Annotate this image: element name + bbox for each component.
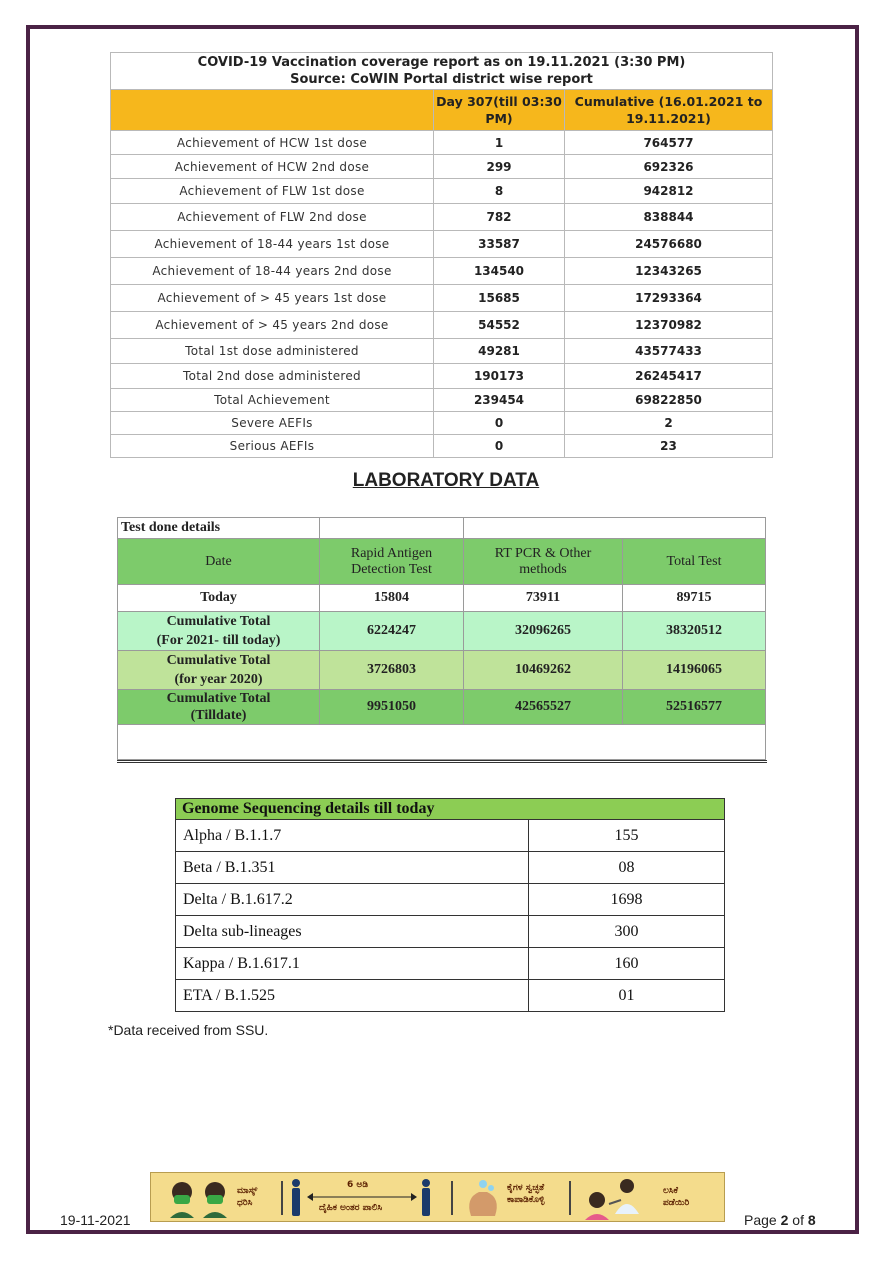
vaccination-row-label: Achievement of 18-44 years 2nd dose bbox=[111, 258, 434, 285]
footer-date: 19-11-2021 bbox=[60, 1212, 131, 1228]
hand-wash-icon bbox=[461, 1176, 505, 1220]
vaccination-row bbox=[111, 364, 773, 389]
vaccination-row-day: 299 bbox=[434, 155, 565, 179]
vaccination-row-day: 49281 bbox=[434, 339, 565, 364]
vaccination-row bbox=[111, 412, 773, 435]
laboratory-cell-rtpcr: 10469262 bbox=[464, 651, 623, 690]
vaccination-row-cumulative: 24576680 bbox=[565, 231, 773, 258]
banner-divider bbox=[569, 1181, 571, 1215]
genome-row bbox=[176, 948, 725, 980]
vaccination-body bbox=[111, 131, 773, 458]
laboratory-row-2020 bbox=[118, 651, 766, 690]
genome-variant-name: Delta sub-lineages bbox=[176, 916, 529, 948]
laboratory-header-rat-line1: Rapid Antigen bbox=[350, 545, 433, 561]
laboratory-header-row bbox=[118, 539, 766, 585]
vaccination-row bbox=[111, 389, 773, 412]
vaccination-row bbox=[111, 155, 773, 179]
genome-row bbox=[176, 820, 725, 852]
laboratory-row-label bbox=[118, 690, 320, 725]
laboratory-header-rtpcr-line2: methods bbox=[519, 561, 567, 577]
laboratory-heading: LABORATORY DATA bbox=[352, 470, 540, 491]
vaccination-row-day: 0 bbox=[434, 435, 565, 458]
laboratory-row-label: Today bbox=[118, 585, 320, 612]
banner-divider bbox=[281, 1181, 283, 1215]
vaccination-row-cumulative: 764577 bbox=[565, 131, 773, 155]
laboratory-row-tilldate bbox=[118, 690, 766, 725]
vaccination-row bbox=[111, 204, 773, 231]
laboratory-header-date: Date bbox=[118, 539, 320, 585]
laboratory-caption-empty-2 bbox=[464, 518, 766, 539]
banner-hands-text: ಕೈಗಳ ಸ್ವಚ್ಛತೆ ಕಾಪಾಡಿಕೊಳ್ಳಿ bbox=[507, 1183, 545, 1205]
vaccination-header-empty bbox=[111, 90, 434, 131]
laboratory-cell-total: 38320512 bbox=[623, 612, 766, 651]
genome-variant-count: 08 bbox=[529, 852, 725, 884]
genome-row bbox=[176, 884, 725, 916]
vaccination-row-cumulative: 23 bbox=[565, 435, 773, 458]
vaccination-row bbox=[111, 258, 773, 285]
genome-variant-name: Kappa / B.1.617.1 bbox=[176, 948, 529, 980]
laboratory-row-label-line1: Cumulative Total bbox=[166, 614, 271, 629]
laboratory-cell-total: 89715 bbox=[623, 585, 766, 612]
genome-variant-name: Beta / B.1.351 bbox=[176, 852, 529, 884]
laboratory-cell-rtpcr: 32096265 bbox=[464, 612, 623, 651]
vaccination-row-cumulative: 2 bbox=[565, 412, 773, 435]
genome-variant-count: 300 bbox=[529, 916, 725, 948]
vaccination-row-day: 239454 bbox=[434, 389, 565, 412]
vaccination-title-line2: Source: CoWIN Portal district wise report bbox=[290, 72, 593, 87]
laboratory-caption-row bbox=[118, 518, 766, 539]
vaccination-row-cumulative: 12370982 bbox=[565, 312, 773, 339]
vaccination-row-cumulative: 43577433 bbox=[565, 339, 773, 364]
genome-table bbox=[175, 798, 725, 1012]
laboratory-caption-empty-1 bbox=[320, 518, 464, 539]
vaccination-row bbox=[111, 131, 773, 155]
footer-page-current: 2 bbox=[780, 1212, 789, 1228]
genome-variant-name: ETA / B.1.525 bbox=[176, 980, 529, 1012]
laboratory-header-rat bbox=[320, 539, 464, 585]
vaccination-row bbox=[111, 285, 773, 312]
vaccination-row-label: Severe AEFIs bbox=[111, 412, 434, 435]
vaccination-row bbox=[111, 312, 773, 339]
vaccination-table bbox=[110, 52, 773, 458]
laboratory-row-label-line1: Cumulative Total bbox=[166, 691, 271, 706]
vaccination-row-label: Achievement of > 45 years 1st dose bbox=[111, 285, 434, 312]
genome-header: Genome Sequencing details till today bbox=[176, 799, 725, 820]
footer-page-number bbox=[744, 1212, 816, 1228]
vaccination-row-label: Achievement of FLW 1st dose bbox=[111, 179, 434, 204]
laboratory-cell-rat: 15804 bbox=[320, 585, 464, 612]
vaccination-row-label: Achievement of > 45 years 2nd dose bbox=[111, 312, 434, 339]
laboratory-row-2021 bbox=[118, 612, 766, 651]
vaccination-row bbox=[111, 339, 773, 364]
vaccination-title-line1: COVID-19 Vaccination coverage report as on 19.11.2021 (3:30 PM) bbox=[197, 55, 686, 70]
vaccination-row-label: Serious AEFIs bbox=[111, 435, 434, 458]
laboratory-header-total: Total Test bbox=[623, 539, 766, 585]
vaccination-row-day: 782 bbox=[434, 204, 565, 231]
person-left-icon bbox=[289, 1178, 303, 1218]
vaccination-row-day: 54552 bbox=[434, 312, 565, 339]
vaccination-header-day: Day 307(till 03:30 PM) bbox=[434, 90, 565, 131]
vaccination-row-cumulative: 838844 bbox=[565, 204, 773, 231]
laboratory-cell-rtpcr: 42565527 bbox=[464, 690, 623, 725]
vaccination-row-label: Total 1st dose administered bbox=[111, 339, 434, 364]
genome-variant-count: 1698 bbox=[529, 884, 725, 916]
laboratory-row-label-line2: (Tilldate) bbox=[190, 708, 247, 723]
vaccination-row-label: Total Achievement bbox=[111, 389, 434, 412]
banner-distance-top: 6 ಅಡಿ bbox=[347, 1180, 368, 1190]
genome-body bbox=[176, 820, 725, 1012]
vaccination-row-cumulative: 942812 bbox=[565, 179, 773, 204]
laboratory-row-today bbox=[118, 585, 766, 612]
genome-variant-count: 155 bbox=[529, 820, 725, 852]
vaccination-row-cumulative: 17293364 bbox=[565, 285, 773, 312]
genome-variant-count: 01 bbox=[529, 980, 725, 1012]
laboratory-table bbox=[117, 517, 766, 760]
vaccination-row-cumulative: 69822850 bbox=[565, 389, 773, 412]
genome-row bbox=[176, 916, 725, 948]
vaccination-row-label: Total 2nd dose administered bbox=[111, 364, 434, 389]
masked-faces-icon bbox=[165, 1178, 235, 1218]
vaccination-row-day: 1 bbox=[434, 131, 565, 155]
vaccination-title-row bbox=[111, 53, 773, 90]
vaccination-title bbox=[111, 53, 773, 90]
banner-divider bbox=[451, 1181, 453, 1215]
laboratory-header-rat-line2: Detection Test bbox=[351, 561, 432, 577]
vaccination-row bbox=[111, 179, 773, 204]
footer-page-prefix: Page bbox=[744, 1212, 781, 1228]
footer-page-mid: of bbox=[788, 1212, 808, 1228]
footer-page-total: 8 bbox=[807, 1212, 816, 1228]
genome-row bbox=[176, 852, 725, 884]
vaccination-icon bbox=[579, 1176, 649, 1220]
banner-vaccine-text: ಲಸಿಕೆ ಪಡೆಯಿರಿ bbox=[663, 1186, 690, 1208]
genome-variant-count: 160 bbox=[529, 948, 725, 980]
laboratory-header-rtpcr bbox=[464, 539, 623, 585]
genome-header-row bbox=[176, 799, 725, 820]
vaccination-row-day: 190173 bbox=[434, 364, 565, 389]
laboratory-cell-total: 52516577 bbox=[623, 690, 766, 725]
distance-arrow-icon bbox=[307, 1192, 417, 1202]
covid-awareness-banner bbox=[150, 1172, 725, 1222]
laboratory-bottom-rule bbox=[117, 760, 767, 763]
vaccination-row bbox=[111, 231, 773, 258]
laboratory-header-rtpcr-line1: RT PCR & Other bbox=[494, 545, 592, 561]
laboratory-row-label-line1: Cumulative Total bbox=[166, 653, 271, 668]
vaccination-row-label: Achievement of FLW 2nd dose bbox=[111, 204, 434, 231]
laboratory-cell-rat: 3726803 bbox=[320, 651, 464, 690]
vaccination-row-day: 33587 bbox=[434, 231, 565, 258]
laboratory-row-label bbox=[118, 651, 320, 690]
laboratory-cell-rat: 6224247 bbox=[320, 612, 464, 651]
vaccination-row-cumulative: 12343265 bbox=[565, 258, 773, 285]
laboratory-row-label-line2: (for year 2020) bbox=[174, 672, 263, 687]
vaccination-row bbox=[111, 435, 773, 458]
vaccination-row-label: Achievement of HCW 2nd dose bbox=[111, 155, 434, 179]
vaccination-row-day: 0 bbox=[434, 412, 565, 435]
vaccination-row-cumulative: 26245417 bbox=[565, 364, 773, 389]
person-right-icon bbox=[419, 1178, 433, 1218]
laboratory-row-label-line2: (For 2021- till today) bbox=[156, 633, 281, 648]
laboratory-empty-row bbox=[118, 725, 766, 760]
genome-row bbox=[176, 980, 725, 1012]
banner-distance-bottom: ದೈಹಿಕ ಅಂತರ ಪಾಲಿಸಿ bbox=[319, 1203, 383, 1213]
vaccination-header-row bbox=[111, 90, 773, 131]
laboratory-cell-rtpcr: 73911 bbox=[464, 585, 623, 612]
laboratory-caption: Test done details bbox=[118, 518, 320, 539]
vaccination-row-day: 15685 bbox=[434, 285, 565, 312]
genome-variant-name: Delta / B.1.617.2 bbox=[176, 884, 529, 916]
vaccination-row-day: 8 bbox=[434, 179, 565, 204]
laboratory-row-label bbox=[118, 612, 320, 651]
vaccination-row-label: Achievement of 18-44 years 1st dose bbox=[111, 231, 434, 258]
genome-variant-name: Alpha / B.1.1.7 bbox=[176, 820, 529, 852]
banner-mask-text: ಮಾಸ್ಕ್ ಧರಿಸಿ bbox=[237, 1186, 258, 1208]
laboratory-cell-rat: 9951050 bbox=[320, 690, 464, 725]
data-source-note: *Data received from SSU. bbox=[108, 1022, 269, 1038]
laboratory-empty-cell bbox=[118, 725, 766, 760]
vaccination-header-cumulative: Cumulative (16.01.2021 to 19.11.2021) bbox=[565, 90, 773, 131]
vaccination-row-label: Achievement of HCW 1st dose bbox=[111, 131, 434, 155]
vaccination-row-day: 134540 bbox=[434, 258, 565, 285]
laboratory-cell-total: 14196065 bbox=[623, 651, 766, 690]
vaccination-row-cumulative: 692326 bbox=[565, 155, 773, 179]
